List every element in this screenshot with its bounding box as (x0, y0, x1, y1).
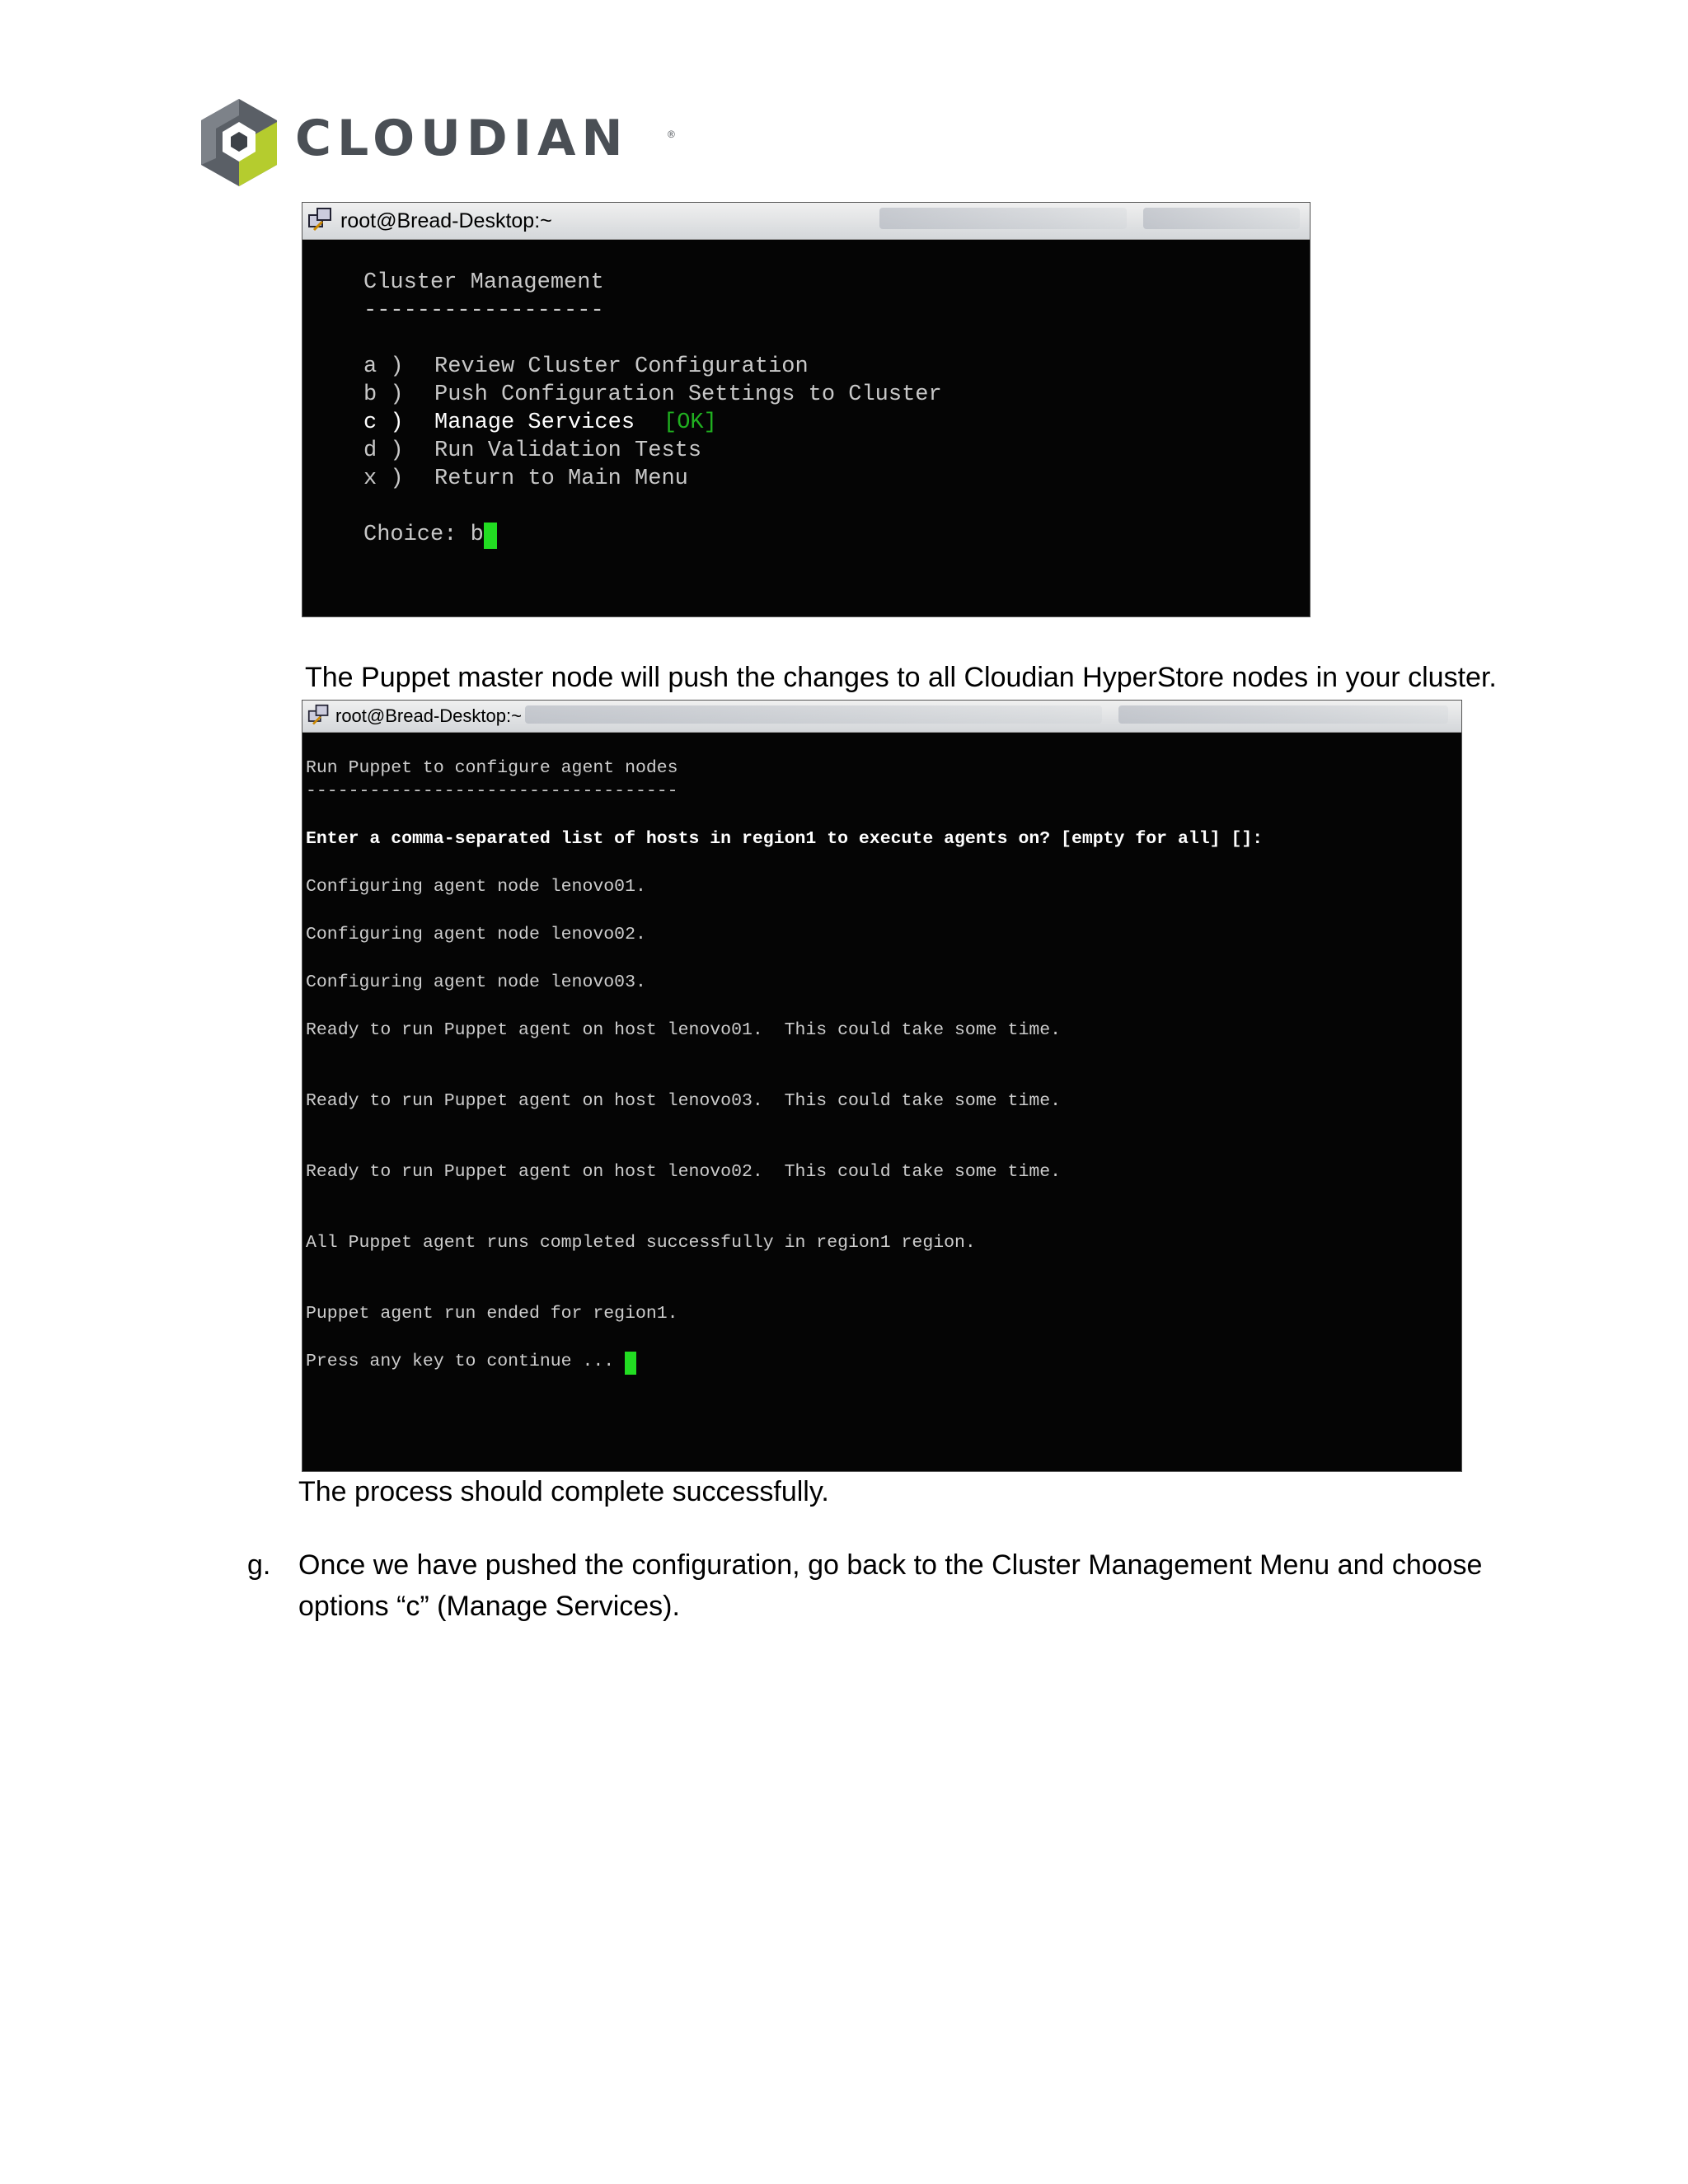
menu-key: d ) (363, 438, 404, 463)
menu-key: c ) (363, 410, 404, 435)
menu-item-push: Push Configuration Settings to Cluster (434, 382, 942, 407)
output-line: Configuring agent node lenovo01. (306, 877, 646, 897)
terminal-titlebar[interactable] (302, 701, 1461, 733)
terminal-titlebar[interactable] (302, 203, 1310, 240)
menu-item-return: Return to Main Menu (434, 466, 688, 491)
step-text-line-2: options “c” (Manage Services). (298, 1591, 680, 1622)
step-marker: g. (247, 1549, 271, 1581)
terminal-window-puppet-run (302, 700, 1462, 1472)
output-line: Puppet agent run ended for region1. (306, 1304, 678, 1324)
continue-prompt[interactable] (306, 1352, 636, 1375)
step-text-line-1: Once we have pushed the configuration, go back to the Cluster Management Menu and choose (298, 1549, 1483, 1581)
continue-prompt-text: Press any key to continue ... (306, 1352, 626, 1371)
status-ok-badge: [OK] (663, 410, 717, 435)
output-line: All Puppet agent runs completed successfully in region1 region. (306, 1233, 976, 1253)
output-line: Ready to run Puppet agent on host lenovo02. This could take some time. (306, 1162, 1062, 1182)
run-heading-underline: ----------------------------------- (306, 781, 678, 801)
menu-item-validation: Run Validation Tests (434, 438, 702, 463)
output-line: Configuring agent node lenovo02. (306, 925, 646, 944)
terminal-window-title: root@Bread-Desktop:~ (340, 209, 552, 232)
caption-puppet-push: The Puppet master node will push the changes to all Cloudian HyperStore nodes in your cluster. (305, 662, 1497, 693)
menu-key: x ) (363, 466, 404, 491)
cloudian-logo (196, 97, 691, 192)
menu-key: a ) (363, 354, 404, 379)
logo-wordmark: CLOUDIAN (295, 110, 629, 167)
choice-prompt-text: Choice: b (363, 523, 484, 547)
blurred-tabs (525, 705, 1102, 724)
output-line: Configuring agent node lenovo03. (306, 972, 646, 992)
hosts-question: Enter a comma-separated list of hosts in region1 to execute agents on? [empty for all] []: (306, 829, 1264, 849)
menu-item-review: Review Cluster Configuration (434, 354, 809, 379)
terminal-cursor (484, 523, 497, 549)
output-line: Ready to run Puppet agent on host lenovo03. This could take some time. (306, 1091, 1062, 1111)
output-line: Ready to run Puppet agent on host lenovo01. This could take some time. (306, 1020, 1062, 1040)
run-heading: Run Puppet to configure agent nodes (306, 758, 678, 778)
terminal-window-title: root@Bread-Desktop:~ (335, 705, 522, 726)
terminal-cursor (625, 1352, 636, 1375)
blurred-tabs (1118, 705, 1448, 724)
cloudian-cube-icon (196, 97, 282, 190)
blurred-tabs (879, 208, 1127, 229)
menu-heading-underline: ------------------ (363, 298, 604, 323)
menu-key: b ) (363, 382, 404, 407)
choice-prompt[interactable] (363, 523, 497, 549)
menu-item-manage-services: Manage Services (434, 410, 635, 435)
caption-process-complete: The process should complete successfully. (298, 1476, 829, 1507)
menu-heading: Cluster Management (363, 270, 604, 295)
terminal-window-cluster-management (302, 202, 1311, 617)
logo-registered-mark: ® (668, 129, 675, 140)
blurred-tabs (1143, 208, 1300, 229)
putty-icon (307, 207, 334, 233)
putty-icon (307, 704, 331, 727)
